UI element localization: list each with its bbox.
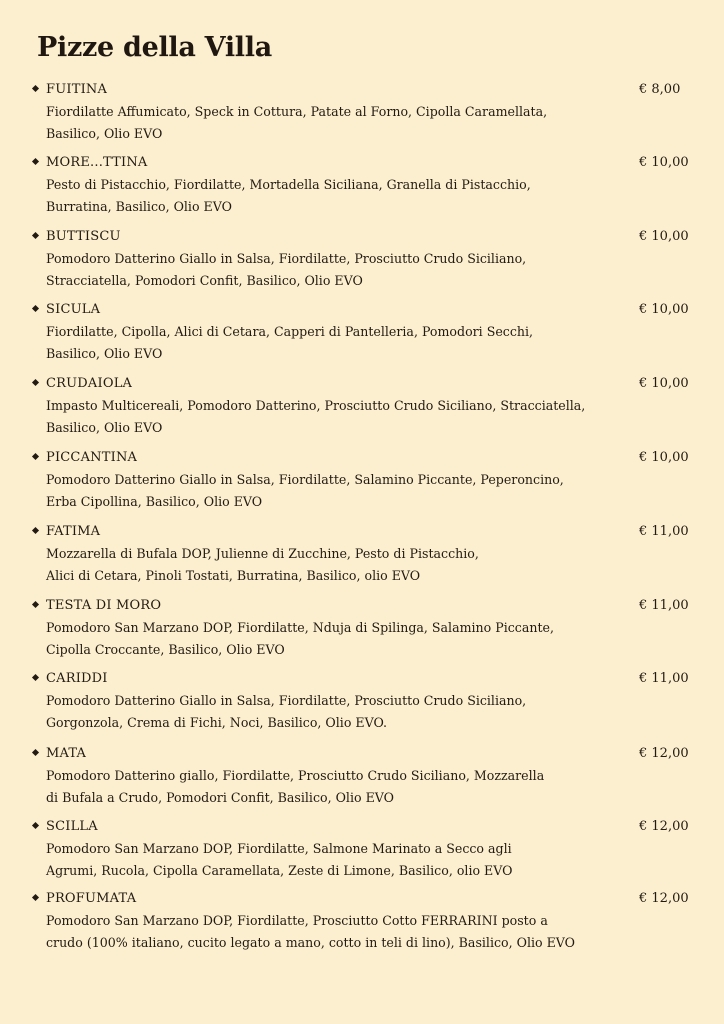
- menu-item-testa-di-moro: [0, 597, 724, 667]
- pizza-price: € 10,00: [639, 229, 689, 244]
- menu-item-scilla: [0, 818, 724, 888]
- pizza-price: € 12,00: [639, 746, 689, 761]
- menu-item-buttiscu: [0, 228, 724, 298]
- pizza-ingredients: Pomodoro Datterino Giallo in Salsa, Fiordilatte, Prosciutto Crudo Siciliano, Stracciatella, Pomodori Confit, Basilico, Olio EVO: [46, 251, 527, 288]
- diamond-bullet-icon: [32, 158, 39, 165]
- pizza-ingredients: Pomodoro San Marzano DOP, Fiordilatte, Salmone Marinato a Secco agli Agrumi, Rucola, Cipolla Caramellata, Zeste di Limone, Basilico, olio EVO: [46, 841, 513, 878]
- page-title: Pizze della Villa: [37, 32, 272, 63]
- diamond-bullet-icon: [32, 527, 39, 534]
- menu-item-crudaiola: [0, 375, 724, 445]
- pizza-name: FUITINA: [46, 82, 108, 97]
- pizza-ingredients: Pesto di Pistacchio, Fiordilatte, Mortadella Siciliana, Granella di Pistacchio, Burratina, Basilico, Olio EVO: [46, 177, 531, 214]
- menu-item-profumata: [0, 890, 724, 960]
- pizza-name: BUTTISCU: [46, 229, 121, 244]
- pizza-name: SICULA: [46, 302, 101, 317]
- pizza-ingredients: Fiordilatte Affumicato, Speck in Cottura, Patate al Forno, Cipolla Caramellata, Basilico, Olio EVO: [46, 104, 548, 141]
- diamond-bullet-icon: [32, 601, 39, 608]
- pizza-name: SCILLA: [46, 819, 98, 834]
- pizza-price: € 10,00: [639, 155, 689, 170]
- pizza-price: € 10,00: [639, 302, 689, 317]
- diamond-bullet-icon: [32, 232, 39, 239]
- diamond-bullet-icon: [32, 85, 39, 92]
- pizza-ingredients: Mozzarella di Bufala DOP, Julienne di Zucchine, Pesto di Pistacchio, Alici di Cetara, Pinoli Tostati, Burratina, Basilico, olio EVO: [46, 546, 479, 583]
- menu-item-fuitina: [0, 81, 724, 151]
- pizza-price: € 12,00: [639, 819, 689, 834]
- pizza-name: MATA: [46, 746, 87, 761]
- pizza-ingredients: Pomodoro Datterino Giallo in Salsa, Fiordilatte, Prosciutto Crudo Siciliano, Gorgonzola, Crema di Fichi, Noci, Basilico, Olio EVO.: [46, 693, 527, 730]
- pizza-name: PICCANTINA: [46, 450, 138, 465]
- diamond-bullet-icon: [32, 822, 39, 829]
- menu-item-mata: [0, 745, 724, 815]
- menu-item-piccantina: [0, 449, 724, 519]
- pizza-ingredients: Impasto Multicereali, Pomodoro Datterino, Prosciutto Crudo Siciliano, Stracciatella, Basilico, Olio EVO: [46, 398, 586, 435]
- diamond-bullet-icon: [32, 894, 39, 901]
- pizza-name: TESTA DI MORO: [46, 598, 162, 613]
- pizza-price: € 11,00: [639, 524, 689, 539]
- pizza-ingredients: Pomodoro Datterino giallo, Fiordilatte, Prosciutto Crudo Siciliano, Mozzarella di Bufala a Crudo, Pomodori Confit, Basilico, Olio EVO: [46, 768, 545, 805]
- pizza-name: PROFUMATA: [46, 891, 137, 906]
- pizza-price: € 12,00: [639, 891, 689, 906]
- menu-item-more-ttina: [0, 154, 724, 224]
- diamond-bullet-icon: [32, 674, 39, 681]
- pizza-name: MORE...TTINA: [46, 155, 148, 170]
- pizza-price: € 11,00: [639, 671, 689, 686]
- pizza-ingredients: Pomodoro San Marzano DOP, Fiordilatte, Prosciutto Cotto FERRARINI posto a crudo (100% italiano, cucito legato a mano, cotto in teli di lino), Basilico, Olio EVO: [46, 913, 575, 950]
- pizza-ingredients: Pomodoro Datterino Giallo in Salsa, Fiordilatte, Salamino Piccante, Peperoncino, Erba Cipollina, Basilico, Olio EVO: [46, 472, 564, 509]
- pizza-price: € 8,00: [639, 82, 681, 97]
- diamond-bullet-icon: [32, 453, 39, 460]
- pizza-price: € 10,00: [639, 376, 689, 391]
- menu-item-cariddi: [0, 670, 724, 740]
- pizza-ingredients: Fiordilatte, Cipolla, Alici di Cetara, Capperi di Pantelleria, Pomodori Secchi, Basilico, Olio EVO: [46, 324, 534, 361]
- pizza-name: CARIDDI: [46, 671, 108, 686]
- pizza-name: FATIMA: [46, 524, 101, 539]
- menu-item-sicula: [0, 301, 724, 371]
- menu-item-fatima: [0, 523, 724, 593]
- diamond-bullet-icon: [32, 379, 39, 386]
- pizza-price: € 11,00: [639, 598, 689, 613]
- diamond-bullet-icon: [32, 749, 39, 756]
- pizza-name: CRUDAIOLA: [46, 376, 133, 391]
- pizza-ingredients: Pomodoro San Marzano DOP, Fiordilatte, Nduja di Spilinga, Salamino Piccante, Cipolla Croccante, Basilico, Olio EVO: [46, 620, 554, 657]
- pizza-price: € 10,00: [639, 450, 689, 465]
- diamond-bullet-icon: [32, 305, 39, 312]
